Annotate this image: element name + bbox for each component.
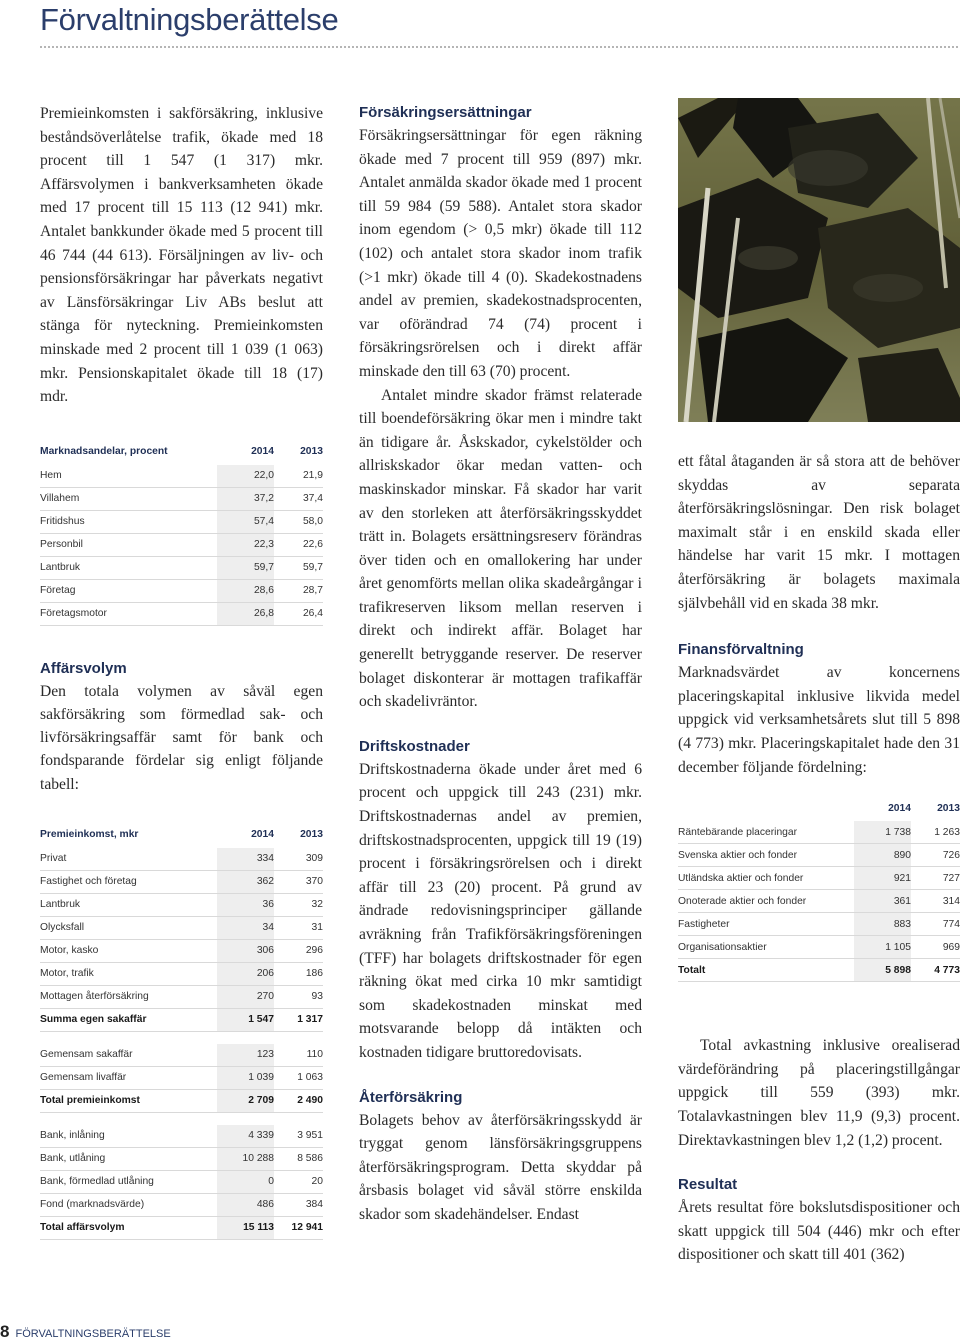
value-2014: 1 738 xyxy=(854,821,911,844)
value-2013: 2 490 xyxy=(274,1089,323,1112)
value-2014: 486 xyxy=(217,1193,274,1216)
value-2014: 1 547 xyxy=(217,1008,274,1031)
value-2013: 1 063 xyxy=(274,1066,323,1089)
table-row xyxy=(40,602,323,625)
value-2014: 15 113 xyxy=(217,1216,274,1239)
value-2014: 57,4 xyxy=(217,510,274,533)
value-2013: 370 xyxy=(274,870,323,893)
premium-table xyxy=(40,822,323,1240)
row-label: Lantbruk xyxy=(40,556,217,579)
table-row xyxy=(40,939,323,962)
table-header: 2014 xyxy=(251,829,274,841)
title-divider xyxy=(40,46,958,48)
value-2013: 8 586 xyxy=(274,1147,323,1170)
row-label: Utländska aktier och fonder xyxy=(678,867,854,890)
affarsvolym-paragraph: Den totala volymen av såväl egen sakförsäkring som förmedlad sak- och livförsäkringsaffär samt för bank och fondsparande fördelar sig enligt följande tabell: xyxy=(40,682,323,793)
value-2013: 22,6 xyxy=(274,533,323,556)
value-2014: 28,6 xyxy=(217,579,274,602)
value-2013: 296 xyxy=(274,939,323,962)
row-label: Räntebärande placeringar xyxy=(678,821,854,844)
table-row xyxy=(678,821,960,844)
value-2013: 186 xyxy=(274,962,323,985)
row-label: Bank, förmedlad utlåning xyxy=(40,1170,217,1193)
aterforsakring-continued-paragraph: ett fåtal åtaganden är så stora att de behöver skyddas av separata återförsäkringslösningar. Den risk bolaget maximalt står i en enskild skada eller händelse har varit 15 mkr. I mottagen återförsäkring är bolagets maximala självbehåll vid en skada 38 mkr. xyxy=(678,453,960,612)
table-header-row xyxy=(40,439,323,465)
table-row xyxy=(40,487,323,510)
value-2013: 110 xyxy=(274,1044,323,1067)
row-label: Privat xyxy=(40,848,217,871)
value-2014: 5 898 xyxy=(854,959,911,982)
footer-section-label: FÖRVALTNINGSBERÄTTELSE xyxy=(15,1328,171,1340)
table-row xyxy=(40,1066,323,1089)
forsakringsersattningar-heading: Försäkringsersättningar xyxy=(359,104,532,121)
row-label: Motor, trafik xyxy=(40,962,217,985)
table-row xyxy=(40,1044,323,1067)
table-row xyxy=(40,1216,323,1239)
value-2013: 309 xyxy=(274,848,323,871)
row-label: Bank, inlåning xyxy=(40,1125,217,1148)
row-label: Mottagen återförsäkring xyxy=(40,985,217,1008)
value-2014: 4 339 xyxy=(217,1125,274,1148)
value-2013: 314 xyxy=(911,890,960,913)
value-2014: 362 xyxy=(217,870,274,893)
table-row xyxy=(40,893,323,916)
table-row xyxy=(40,985,323,1008)
value-2014: 890 xyxy=(854,844,911,867)
value-2013: 12 941 xyxy=(274,1216,323,1239)
table-row xyxy=(40,1193,323,1216)
value-2013: 1 263 xyxy=(911,821,960,844)
row-label: Onoterade aktier och fonder xyxy=(678,890,854,913)
value-2014: 2 709 xyxy=(217,1089,274,1112)
market-share-table xyxy=(40,439,323,626)
value-2013: 58,0 xyxy=(274,510,323,533)
table-row xyxy=(678,936,960,959)
column-2 xyxy=(359,102,642,1227)
row-label: Fond (marknadsvärde) xyxy=(40,1193,217,1216)
row-label: Fastigheter xyxy=(678,913,854,936)
table-header-row xyxy=(678,795,960,821)
row-label: Motor, kasko xyxy=(40,939,217,962)
table-header-row xyxy=(40,822,323,848)
row-label: Totalt xyxy=(678,959,854,982)
value-2013: 59,7 xyxy=(274,556,323,579)
table-row xyxy=(40,1170,323,1193)
value-2014: 0 xyxy=(217,1170,274,1193)
charred-wood-photo xyxy=(678,98,960,422)
table-row xyxy=(40,870,323,893)
value-2014: 123 xyxy=(217,1044,274,1067)
value-2014: 34 xyxy=(217,916,274,939)
row-label: Fritidshus xyxy=(40,510,217,533)
resultat-heading: Resultat xyxy=(678,1176,738,1194)
intro-paragraph: Premieinkomsten i sakförsäkring, inklusive beståndsöverlåtelse trafik, ökade med 18 procent till 1 547 (1 317) mkr. Affärsvolymen i bankverksamheten ökade med 17 procent till 15 113 (12 941) mkr. Antalet bankkunder ökade med 5 procent till 46 744 (44 613). Försäljningen av liv- och pensionsförsäkringar har påverkats negativt av Länsförsäkringar Liv ABs beslut att stänga för nyteckning. Premieinkomsten minskade med 2 procent till 1 039 (1 063) mkr. Pensionskapitalet ökade till 18 (17) mdr. xyxy=(40,105,323,406)
value-2014: 1 039 xyxy=(217,1066,274,1089)
row-label: Total premieinkomst xyxy=(40,1089,217,1112)
value-2014: 59,7 xyxy=(217,556,274,579)
table-header: Premieinkomst, mkr xyxy=(40,829,139,841)
value-2013: 384 xyxy=(274,1193,323,1216)
table-header xyxy=(678,795,854,821)
driftskostnader-paragraph: Driftskostnaderna ökade under året med 6 procent och uppgick till 243 (231) mkr. Driftskostnadernas andel av premien, driftskostnadsprocenten, uppgick till 19 (19) procent i försäkringsrörelsen och i direkt affär till 23 (20) procent. På grund av ändrade redovisningsprinciper gällande avräkning från Trafikförsäkringsföreningen (TFF) har bolagets driftskostnader för egen räkning ökat med cirka 10 mkr samtidigt som skadekostnaden minskat med motsvarande belopp då intäkten och kostnaden tidigare bruttoredovisats. xyxy=(359,760,642,1061)
value-2014: 22,0 xyxy=(217,465,274,488)
investment-table xyxy=(678,795,960,982)
row-label: Gemensam livaffär xyxy=(40,1066,217,1089)
value-2013: 26,4 xyxy=(274,602,323,625)
value-2013: 969 xyxy=(911,936,960,959)
value-2013: 726 xyxy=(911,844,960,867)
page-title: Förvaltningsberättelse xyxy=(40,2,339,37)
table-row xyxy=(678,959,960,982)
row-label: Företagsmotor xyxy=(40,602,217,625)
table-header: Marknadsandelar, procent xyxy=(40,446,168,458)
table-header: 2013 xyxy=(937,802,960,814)
table-row xyxy=(40,1147,323,1170)
value-2014: 36 xyxy=(217,893,274,916)
table-row xyxy=(40,962,323,985)
table-row xyxy=(678,890,960,913)
row-label: Personbil xyxy=(40,533,217,556)
table-header: 2014 xyxy=(251,446,274,458)
table-header: 2013 xyxy=(300,446,323,458)
value-2014: 883 xyxy=(854,913,911,936)
row-label: Organisationsaktier xyxy=(678,936,854,959)
row-label: Summa egen sakaffär xyxy=(40,1008,217,1031)
table-header: 2014 xyxy=(888,802,911,814)
value-2014: 22,3 xyxy=(217,533,274,556)
row-label: Villahem xyxy=(40,487,217,510)
table-row xyxy=(40,579,323,602)
value-2013: 4 773 xyxy=(911,959,960,982)
value-2013: 31 xyxy=(274,916,323,939)
table-row xyxy=(678,913,960,936)
value-2013: 21,9 xyxy=(274,465,323,488)
row-label: Bank, utlåning xyxy=(40,1147,217,1170)
table-row xyxy=(40,556,323,579)
table-row xyxy=(40,465,323,488)
value-2014: 10 288 xyxy=(217,1147,274,1170)
finansforvaltning-paragraph-2: Total avkastning inklusive orealiserad värdeförändring på placeringstillgångar uppgick till 559 (393) mkr. Totalavkastningen blev 11,9 (9,3) procent. Direktavkastningen blev 1,2 (1,2) procent. xyxy=(678,1037,960,1149)
table-row xyxy=(40,1125,323,1148)
value-2013: 93 xyxy=(274,985,323,1008)
table-spacer xyxy=(40,1112,323,1125)
value-2014: 270 xyxy=(217,985,274,1008)
row-label: Olycksfall xyxy=(40,916,217,939)
table-row xyxy=(678,867,960,890)
aterforsakring-heading: Återförsäkring xyxy=(359,1088,463,1106)
value-2013: 37,4 xyxy=(274,487,323,510)
value-2014: 26,8 xyxy=(217,602,274,625)
table-row xyxy=(40,916,323,939)
value-2013: 28,7 xyxy=(274,579,323,602)
value-2013: 3 951 xyxy=(274,1125,323,1148)
resultat-paragraph: Årets resultat före bokslutsdispositioner och skatt uppgick till 504 (446) mkr och efter dispositioner och skatt till 401 (362) xyxy=(678,1199,960,1264)
aterforsakring-paragraph: Bolagets behov av återförsäkringsskydd är tryggat genom länsförsäkringsgruppens återförsäkringsprogram. Detta skyddar på årsbasis bolaget vid såväl större enskilda skador som skadehändelser. Endast xyxy=(359,1111,642,1223)
table-row xyxy=(40,1008,323,1031)
value-2013: 774 xyxy=(911,913,960,936)
row-label: Hem xyxy=(40,465,217,488)
value-2014: 37,2 xyxy=(217,487,274,510)
table-row xyxy=(40,510,323,533)
row-label: Gemensam sakaffär xyxy=(40,1044,217,1067)
row-label: Lantbruk xyxy=(40,893,217,916)
forsakringsersattningar-paragraph-1: Försäkringsersättningar för egen räkning ökade med 7 procent till 959 (897) mkr. Antalet anmälda skador ökade med 1 procent till 59 984 (59 588). Antalet stora skador inom egendom (> 0,5 mkr) ökade till 112 (102) och antalet stora skador inom trafik (>1 mkr) ökade till 4 (0). Skadekostnadens andel av premien, skadekostnadsprocenten, var oförändrad 74 (74) procent i försäkringsrörelsen och i direkt affär minskade den till 63 (70) procent. xyxy=(359,127,642,380)
page-footer xyxy=(0,1322,171,1342)
finansforvaltning-paragraph: Marknadsvärdet av koncernens placeringskapital inklusive likvida medel uppgick vid verksamhetsårets slut till 5 898 (4 773) mkr. Placeringskapitalet hade den 31 december följande fördelning: xyxy=(678,664,960,776)
value-2013: 20 xyxy=(274,1170,323,1193)
value-2014: 206 xyxy=(217,962,274,985)
table-row xyxy=(40,533,323,556)
value-2014: 1 105 xyxy=(854,936,911,959)
value-2014: 334 xyxy=(217,848,274,871)
table-header: 2013 xyxy=(300,829,323,841)
value-2014: 361 xyxy=(854,890,911,913)
value-2014: 306 xyxy=(217,939,274,962)
row-label: Svenska aktier och fonder xyxy=(678,844,854,867)
forsakringsersattningar-paragraph-2: Antalet mindre skador främst relaterade till boendeförsäkring ökar men i mindre takt än tidigare år. Åskskador, cykelstölder och allriskskador ökar medan vatten- och maskinskador minskar. Få skador har varit av den storleken att återförsäkringsskyddet trätt in. Bolagets ersättningsreserv förändras över tiden och en omallokering har under året genomförts mellan olika skadeårgångar i trafikreserven liksom mellan reserven i direkt och indirekt affär. Bolaget har generellt betryggande reserver. De reserver bolaget diskonterar är mottagen trafikaffär och skadelivräntor. xyxy=(359,386,642,711)
affarsvolym-heading: Affärsvolym xyxy=(40,659,127,677)
row-label: Fastighet och företag xyxy=(40,870,217,893)
row-label: Företag xyxy=(40,579,217,602)
table-row xyxy=(40,848,323,871)
value-2013: 1 317 xyxy=(274,1008,323,1031)
row-label: Total affärsvolym xyxy=(40,1216,217,1239)
column-1 xyxy=(40,102,323,1240)
table-row xyxy=(40,1089,323,1112)
value-2014: 921 xyxy=(854,867,911,890)
page-number: 8 xyxy=(0,1322,10,1341)
table-spacer xyxy=(40,1031,323,1044)
driftskostnader-heading: Driftskostnader xyxy=(359,737,470,755)
column-3 xyxy=(678,450,960,1267)
photo-image xyxy=(678,98,960,422)
table-row xyxy=(678,844,960,867)
value-2013: 727 xyxy=(911,867,960,890)
finansforvaltning-heading: Finansförvaltning xyxy=(678,641,804,659)
value-2013: 32 xyxy=(274,893,323,916)
